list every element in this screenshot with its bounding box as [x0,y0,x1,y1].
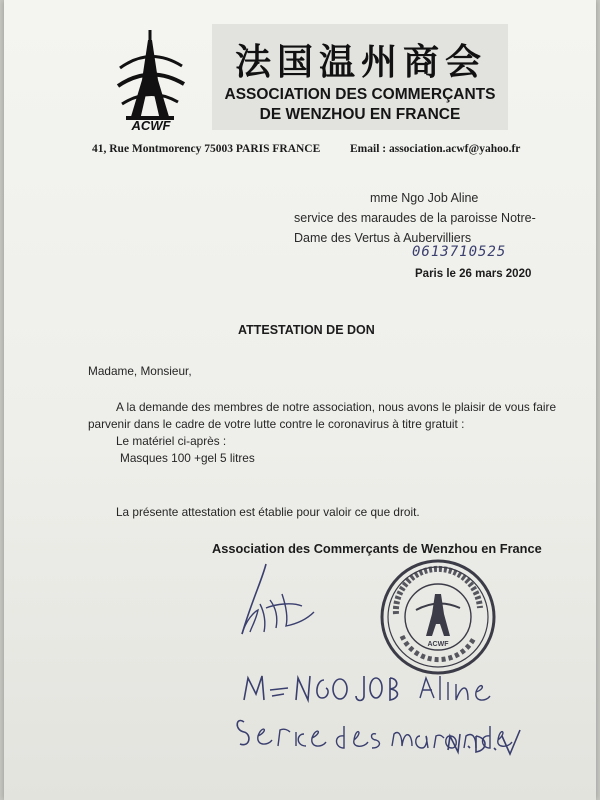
org-address: 41, Rue Montmorency 75003 PARIS FRANCE [92,143,321,155]
signature-org-name: Association des Commerçants de Wenzhou en France [212,541,542,556]
recipient-line2: service des maraudes de la paroisse Notre- [294,211,536,225]
document-title: ATTESTATION DE DON [238,323,375,337]
salutation: Madame, Monsieur, [88,364,192,378]
org-email: Email : association.acwf@yahoo.fr [350,143,521,155]
handwritten-note [236,670,536,780]
handwritten-signature [236,560,316,640]
recipient-phone-handwritten: 0613710525 [412,244,507,260]
letter-date: Paris le 26 mars 2020 [415,268,532,280]
chinese-org-name: 法国温州商会 [234,41,487,83]
body-paragraph-line2: parvenir dans le cadre de votre lutte contre le coronavirus à titre gratuit : [88,417,465,431]
closing-statement: La présente attestation est établie pour valoir ce que droit. [116,505,420,519]
letter-page [4,0,596,800]
svg-text:ACWF: ACWF [427,641,449,648]
material-intro: Le matériel ci-après : [116,434,227,448]
org-name-line2: DE WENZHOU EN FRANCE [259,106,461,123]
association-stamp [378,558,498,676]
recipient-name: mme Ngo Job Aline [370,191,479,205]
eiffel-tower-logo-icon [112,28,188,132]
body-paragraph-line1: A la demande des membres de notre association, nous avons le plaisir de vous faire [116,400,557,414]
recipient-line3: Dame des Vertus à Aubervilliers [294,231,472,245]
logo-text: ACWF [131,118,171,133]
org-name-line1: ASSOCIATION DES COMMERÇANTS [224,86,496,103]
material-items: Masques 100 +gel 5 litres [120,451,255,465]
